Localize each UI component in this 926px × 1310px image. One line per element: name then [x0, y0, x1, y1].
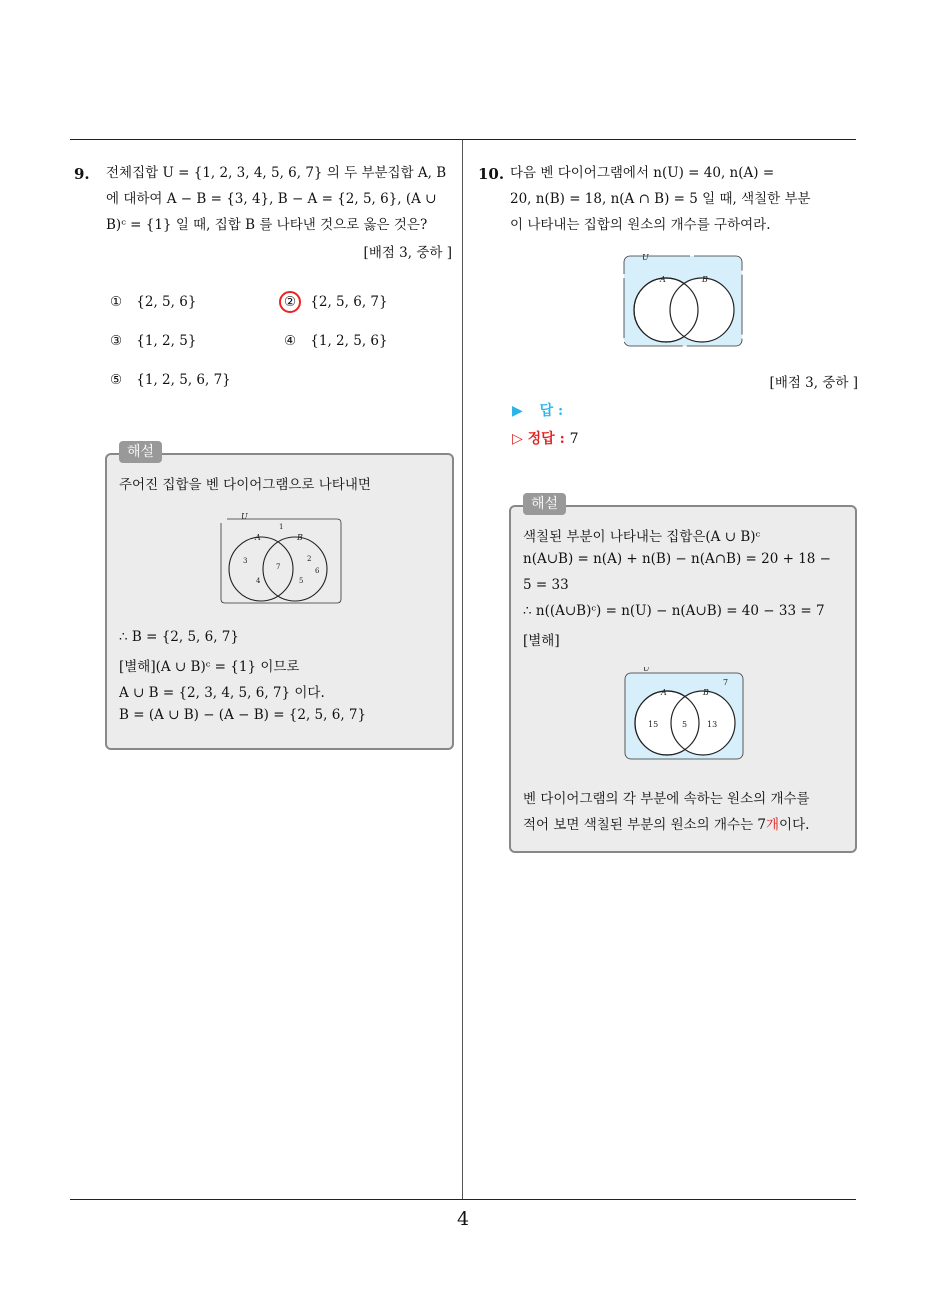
choice-4[interactable] [284, 333, 388, 349]
explanation-line: n(A∪B) = n(A) + n(B) − n(A∩B) = 20 + 18 − [523, 551, 831, 567]
selected-circle-mark [279, 291, 301, 313]
explanation-box [509, 505, 857, 853]
explanation-tag: 해설 [119, 441, 162, 463]
label-u: U [643, 667, 650, 673]
element-a-only: 3 [243, 557, 248, 565]
score-label: [배점 3, 중하 ] [769, 375, 858, 391]
top-rule [70, 139, 856, 140]
explanation-line: 색칠된 부분이 나타내는 집합은(A ∪ B)ᶜ [523, 529, 761, 545]
element-intersection: 7 [276, 563, 281, 571]
venn-diagram [217, 511, 343, 607]
explanation-conclusion [523, 813, 809, 833]
explanation-line: ∴ B = {2, 5, 6, 7} [119, 629, 239, 645]
universe-frame [221, 519, 341, 603]
label-a: A [255, 533, 261, 542]
explanation-line: [별해] [523, 633, 560, 649]
element-outside: 7 [723, 678, 729, 687]
explanation-line: 5 = 33 [523, 577, 569, 593]
solution-venn-diagram [623, 667, 747, 763]
choice-5[interactable] [110, 372, 231, 388]
conclusion-text: 적어 보면 색칠된 부분의 원소의 개수는 7 [523, 817, 766, 833]
page-number: 4 [456, 1208, 470, 1230]
score-label: [배점 3, 중하 ] [363, 245, 452, 261]
question-line: B)ᶜ = {1} 일 때, 집합 B 를 나타낸 것으로 옳은 것은? [106, 217, 428, 233]
choice-text: {1, 2, 5} [136, 333, 197, 349]
question-line: 이 나타내는 집합의 원소의 개수를 구하여라. [510, 217, 771, 233]
label-b: B [297, 533, 303, 542]
choice-mark: ④ [284, 333, 297, 349]
element-b-only: 2 [307, 555, 312, 563]
explanation-conclusion: 벤 다이어그램의 각 부분에 속하는 원소의 개수를 [523, 791, 810, 807]
element-b-only: 6 [315, 567, 320, 575]
label-a: A [661, 688, 667, 697]
choice-text: {2, 5, 6, 7} [310, 294, 388, 310]
explanation-line: A ∪ B = {2, 3, 4, 5, 6, 7} 이다. [119, 685, 325, 701]
choice-1[interactable] [110, 294, 196, 310]
explanation-line: B = (A ∪ B) − (A − B) = {2, 5, 6, 7} [119, 707, 367, 723]
play-arrow-icon: ▶ [512, 403, 523, 419]
answer-field[interactable] [512, 400, 563, 420]
question-line: 에 대하여 A − B = {3, 4}, B − A = {2, 5, 6}, (A ∪ [106, 191, 437, 207]
choice-text: {1, 2, 5, 6} [310, 333, 388, 349]
element-outside: 1 [279, 523, 284, 531]
explanation-line: [별해](A ∪ B)ᶜ = {1} 이므로 [119, 659, 300, 675]
element-a-only: 4 [256, 577, 261, 585]
correct-answer [512, 428, 579, 448]
explanation-box [105, 453, 454, 750]
choice-text: {2, 5, 6} [136, 294, 197, 310]
question-number: 9. [74, 165, 90, 183]
element-b-only: 13 [707, 720, 718, 729]
bottom-rule [70, 1199, 856, 1200]
conclusion-unit: 개 [766, 817, 780, 833]
correct-label: 정답 : [527, 431, 565, 447]
explanation-tag: 해설 [523, 493, 566, 515]
choice-text: {1, 2, 5, 6, 7} [136, 372, 231, 388]
question-line: 전체집합 U = {1, 2, 3, 4, 5, 6, 7} 의 두 부분집합 A, B [106, 165, 447, 181]
choice-mark: ⑤ [110, 372, 123, 388]
label-b: B [703, 688, 709, 697]
set-b-circle [670, 278, 734, 342]
label-u: U [241, 512, 248, 521]
question-text [106, 160, 454, 238]
label-a: A [660, 275, 666, 284]
set-a-circle [229, 537, 293, 601]
choice-mark: ② [284, 294, 297, 310]
element-intersection: 5 [682, 720, 688, 729]
element-a-only: 15 [648, 720, 659, 729]
answer-label: 답 : [539, 403, 564, 419]
label-u: U [642, 254, 649, 262]
question-line: 20, n(B) = 18, n(A ∩ B) = 5 일 때, 색칠한 부분 [510, 191, 811, 207]
correct-value: 7 [569, 431, 579, 447]
explanation-line: ∴ n((A∪B)ᶜ) = n(U) − n(A∪B) = 40 − 33 = 7 [523, 603, 825, 619]
column-divider [462, 140, 463, 1200]
choice-mark: ③ [110, 333, 123, 349]
question-venn-diagram [622, 254, 746, 350]
choice-3[interactable] [110, 333, 196, 349]
explanation-intro: 주어진 집합을 벤 다이어그램으로 나타내면 [119, 477, 371, 493]
question-text [510, 160, 858, 238]
conclusion-end: 이다. [779, 817, 810, 833]
element-b-only: 5 [299, 577, 304, 585]
question-number: 10. [478, 165, 505, 183]
set-b-circle [671, 691, 735, 755]
choice-mark: ① [110, 294, 123, 310]
hollow-arrow-icon: ▷ [512, 431, 523, 447]
question-line: 다음 벤 다이어그램에서 n(U) = 40, n(A) = [510, 165, 775, 181]
label-b: B [702, 275, 708, 284]
